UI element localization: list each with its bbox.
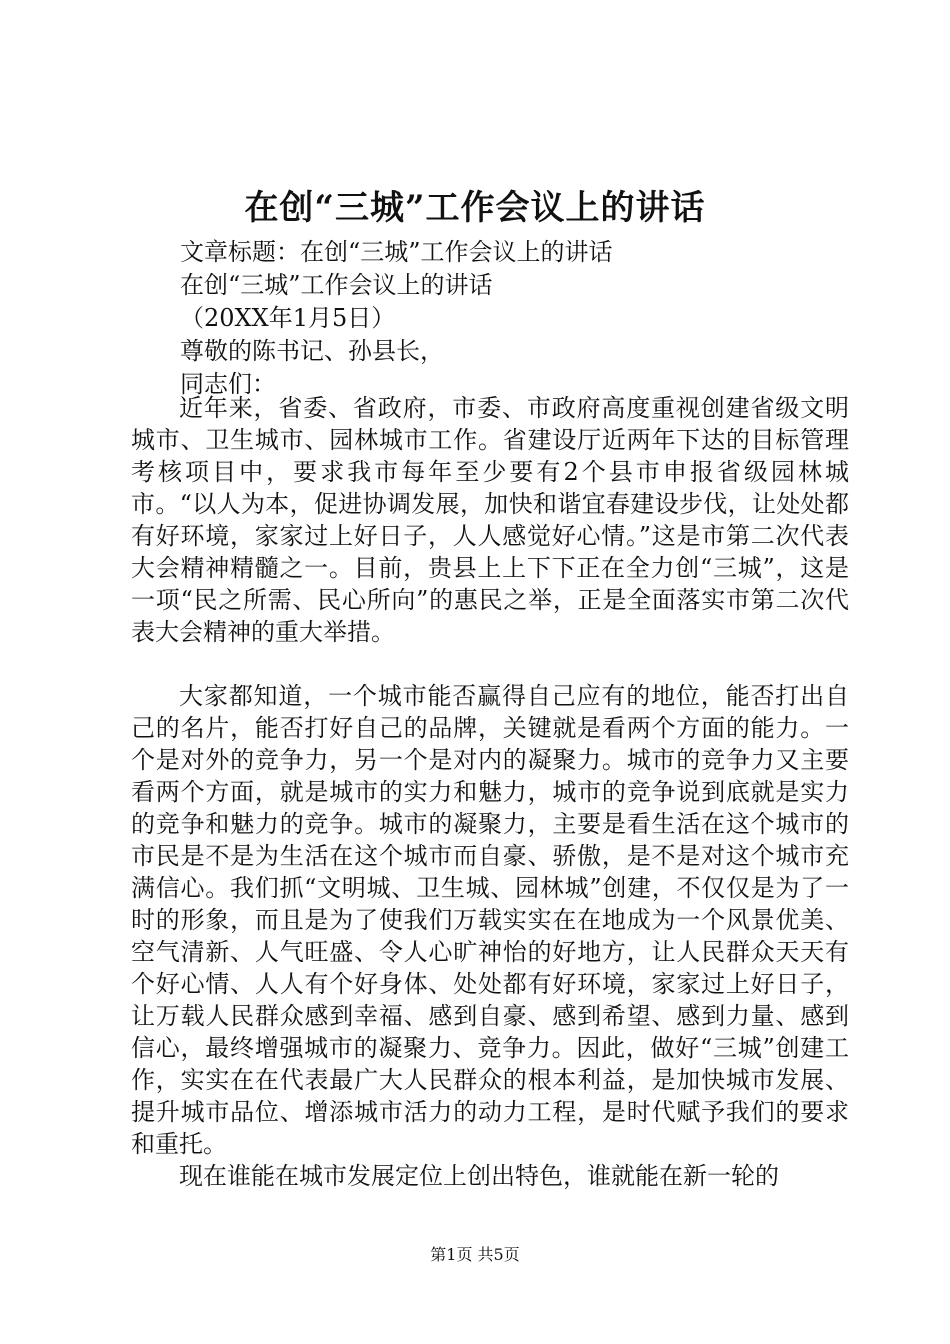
document-title: 在创“三城”工作会议上的讲话 (244, 188, 706, 228)
meta-date: （20XX年1月5日） (180, 304, 396, 332)
body-paragraph-2: 大家都知道，一个城市能否赢得自己应有的地位，能否打出自己的名片，能否打好自己的品牌，关键就是看两个方面的能力。一个是对外的竞争力，另一个是对内的凝聚力。城市的竞争力又主要看两个方面，就是城市的实力和魅力，城市的竞争说到底就是实力的竞争和魅力的竞争。城市的凝聚力，主要是看生活在这个城市的市民是不是为生活在这个城市而自豪、骄傲，是不是对这个城市充满信心。我们抓“文明城、卫生城、园林城”创建，不仅仅是为了一时的形象，而且是为了使我们万载实实在在地成为一个风景优美、空气清新、人气旺盛、令人心旷神怡的好地方，让人民群众天天有个好心情、人人有个好身体、处处都有好环境，家家过上好日子，让万载人民群众感到幸福、感到自豪、感到希望、感到力量、感到信心，最终增强城市的凝聚力、竞争力。因此，做好“三城”创建工作，实实在在代表最广大人民群众的根本利益，是加快城市发展、提升城市品位、增添城市活力的动力工程，是时代赋予我们的要求和重托。 (131, 682, 849, 1158)
document-body (131, 392, 849, 1192)
meta-greeting: 同志们： (180, 370, 276, 398)
body-paragraph-1: 近年来，省委、省政府，市委、市政府高度重视创建省级文明城市、卫生城市、园林城市工作。省建设厅近两年下达的目标管理考核项目中，要求我市每年至少要有2个县市申报省级园林城市。“以人为本，促进协调发展，加快和谐宜春建设步伐，让处处都有好环境，家家过上好日子，人人感觉好心情。”这是市第二次代表大会精神精髓之一。目前，贵县上上下下正在全力创“三城”，这是一项“民之所需、民心所向”的惠民之举，正是全面落实市第二次代表大会精神的重大举措。 (131, 394, 849, 646)
document-meta (180, 236, 900, 401)
meta-article-title: 文章标题：在创“三城”工作会议上的讲话 (180, 238, 613, 266)
meta-speech-title: 在创“三城”工作会议上的讲话 (180, 271, 493, 299)
body-paragraph-3: 现在谁能在城市发展定位上创出特色，谁就能在新一轮的 (179, 1162, 779, 1190)
page-footer: 第1页 共5页 (430, 1245, 520, 1264)
meta-salutation: 尊敬的陈书记、孙县长， (180, 337, 444, 365)
